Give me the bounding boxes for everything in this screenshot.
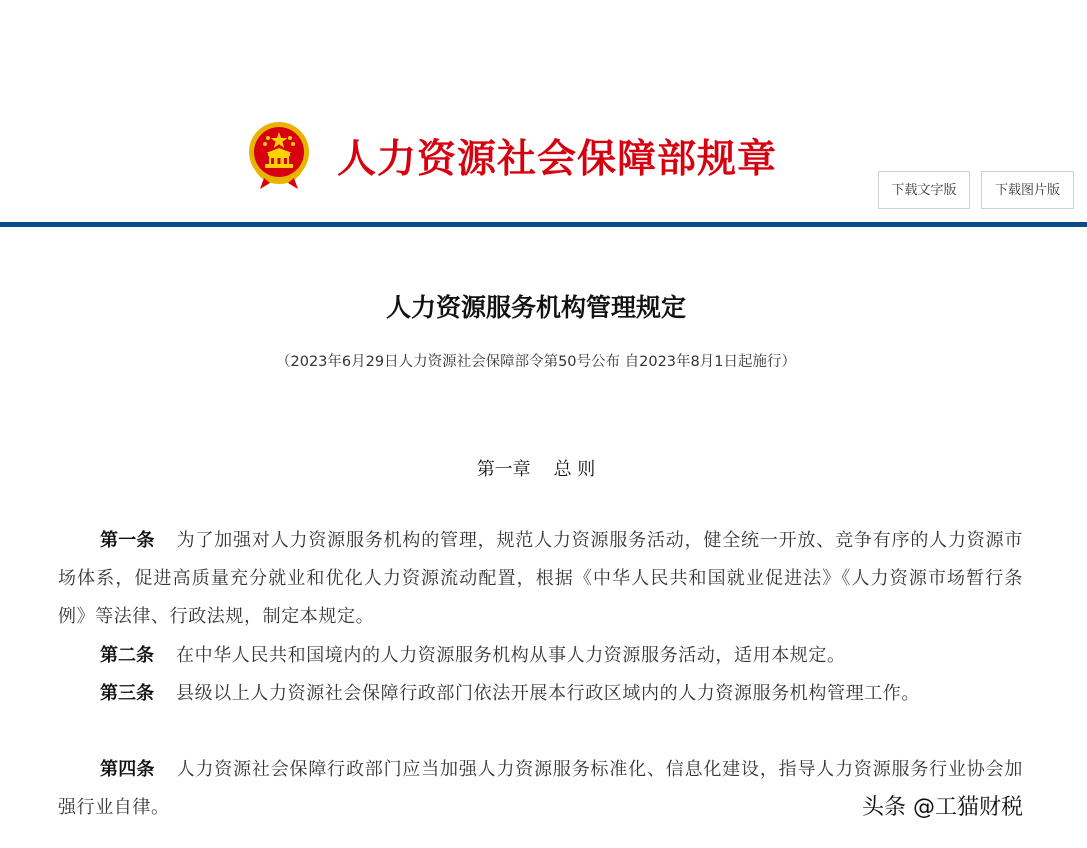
article-text: 在中华人民共和国境内的人力资源服务机构从事人力资源服务活动，适用本规定。: [176, 645, 846, 666]
page-header: [0, 0, 1087, 222]
article-text: 为了加强对人力资源服务机构的管理，规范人力资源服务活动，健全统一开放、竞争有序的人力资源市场体系，促进高质量充分就业和优化人力资源流动配置，根据《中华人民共和国就业促进法》《人力资源市场暂行条例》等法律、行政法规，制定本规定。: [58, 530, 1023, 627]
download-image-button[interactable]: 下载图片版: [981, 171, 1074, 209]
article-number: 第四条: [100, 759, 155, 780]
article-paragraph: [58, 675, 1023, 713]
article-number: 第三条: [100, 683, 154, 704]
document-title: 人力资源服务机构管理规定: [385, 293, 686, 322]
article-paragraph: [58, 637, 1023, 675]
article-number: 第一条: [100, 530, 155, 551]
national-emblem-icon: [244, 118, 314, 190]
article-paragraph: [58, 522, 1023, 636]
article-number: 第二条: [100, 645, 154, 666]
chapter-heading: 第一章 总 则: [476, 459, 596, 480]
document-subtitle: （2023年6月29日人力资源社会保障部令第50号公布 自2023年8月1日起施行）: [276, 354, 796, 370]
site-title: 人力资源社会保障部规章: [337, 136, 778, 182]
header-divider: [0, 222, 1087, 227]
article-text: 人力资源社会保障行政部门应当加强人力资源服务标准化、信息化建设，指导人力资源服务行业协会加强行业自律。: [58, 759, 1023, 818]
article-text: 县级以上人力资源社会保障行政部门依法开展本行政区域内的人力资源服务机构管理工作。: [176, 683, 920, 704]
download-text-button[interactable]: 下载文字版: [878, 171, 970, 209]
source-watermark: 头条 @工猫财税: [862, 795, 1023, 820]
